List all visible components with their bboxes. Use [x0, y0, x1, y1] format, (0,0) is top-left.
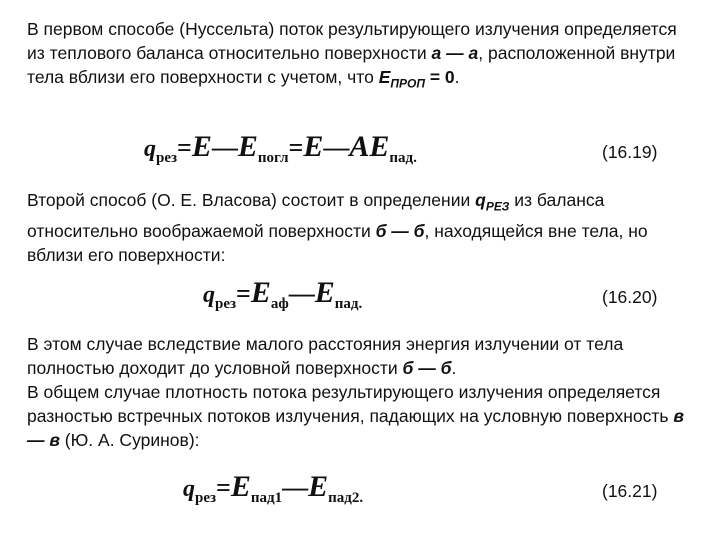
- text: , расположенной внутри тела вблизи его поверхности с учетом, что: [27, 43, 676, 87]
- equals-sign: =: [288, 133, 304, 162]
- e-symbol: E: [230, 470, 251, 503]
- equation-16-19: [144, 130, 417, 166]
- text: В первом способе (Нуссельта) поток результирующего излучения определяется из теплового баланса относительно поверхности: [27, 19, 677, 63]
- equation-dot: .: [359, 490, 364, 506]
- surface-label-b: б — б: [375, 220, 425, 241]
- minus-sign: —: [323, 133, 350, 162]
- q-subscript: рез: [195, 490, 217, 506]
- surface-label-b: б — б: [402, 358, 452, 378]
- subscript-pad: пад: [334, 296, 359, 312]
- equation-number-16-21: (16.21): [602, 481, 658, 501]
- e-subscript: ПРОП: [390, 76, 425, 91]
- equation-dot: .: [413, 150, 417, 166]
- e-letter: Е: [378, 67, 391, 87]
- e-symbol: E: [250, 276, 271, 309]
- q-subscript: рез: [156, 150, 178, 166]
- e-symbol: E: [314, 276, 335, 309]
- q-symbol: q: [144, 136, 156, 162]
- minus-sign: —: [288, 279, 315, 308]
- text: (Ю. А. Суринов):: [59, 430, 200, 450]
- subscript-pad2: пад2: [328, 490, 360, 506]
- q-subscript: РЕЗ: [485, 199, 510, 214]
- text: , находящейся вне тела, но вблизи его поверхности:: [27, 220, 648, 265]
- minus-sign: —: [211, 133, 238, 162]
- equation-number-16-19: (16.19): [602, 142, 658, 162]
- equation-dot: .: [358, 296, 363, 312]
- ae-symbol: AE: [349, 130, 390, 163]
- q-symbol: q: [203, 282, 215, 308]
- subscript-af: аф: [270, 296, 289, 312]
- text: В этом случае вследствие малого расстояния энергия излучении от тела полностью доходит до условной поверхности: [27, 334, 624, 378]
- text: .: [451, 358, 457, 378]
- subscript-pad: пад: [389, 150, 414, 166]
- subscript-pogl: погл: [257, 150, 289, 166]
- equation-number-16-20: (16.20): [602, 287, 658, 307]
- subscript-pad1: пад1: [250, 490, 283, 506]
- equals-zero: = 0: [424, 67, 455, 87]
- surface-label-v: в — в: [27, 406, 684, 450]
- q-subscript: рез: [215, 296, 237, 312]
- equation-16-21: [183, 470, 364, 506]
- text: .: [454, 67, 460, 87]
- text: В общем случае плотность потока результирующего излучения определяется разностью встречных потоков излучения, падающих на условную поверхность: [27, 382, 674, 426]
- paragraph-small-distance: [27, 332, 697, 380]
- equals-sign: =: [236, 279, 251, 308]
- e-symbol: E: [303, 130, 324, 163]
- q-letter: q: [475, 190, 486, 210]
- paragraph-vlasov-method: [27, 188, 697, 267]
- paragraph-surinov-method: [27, 380, 697, 452]
- q-rez-symbol: [475, 190, 510, 214]
- equation-16-20: [203, 276, 363, 312]
- surface-label-a: а — а: [431, 43, 479, 63]
- text: Второй способ (О. Е. Власова) состоит в определении: [27, 190, 476, 210]
- equals-sign: =: [177, 133, 192, 162]
- q-symbol: q: [183, 476, 195, 502]
- e-symbol: E: [308, 470, 329, 503]
- e-prop-symbol: [378, 67, 425, 91]
- text: из баланса относительно воображаемой поверхности: [27, 190, 605, 241]
- e-symbol: E: [237, 130, 258, 163]
- minus-sign: —: [282, 473, 309, 502]
- e-symbol: E: [191, 130, 212, 163]
- paragraph-nusselt-method: [27, 17, 697, 96]
- equals-sign: =: [216, 473, 231, 502]
